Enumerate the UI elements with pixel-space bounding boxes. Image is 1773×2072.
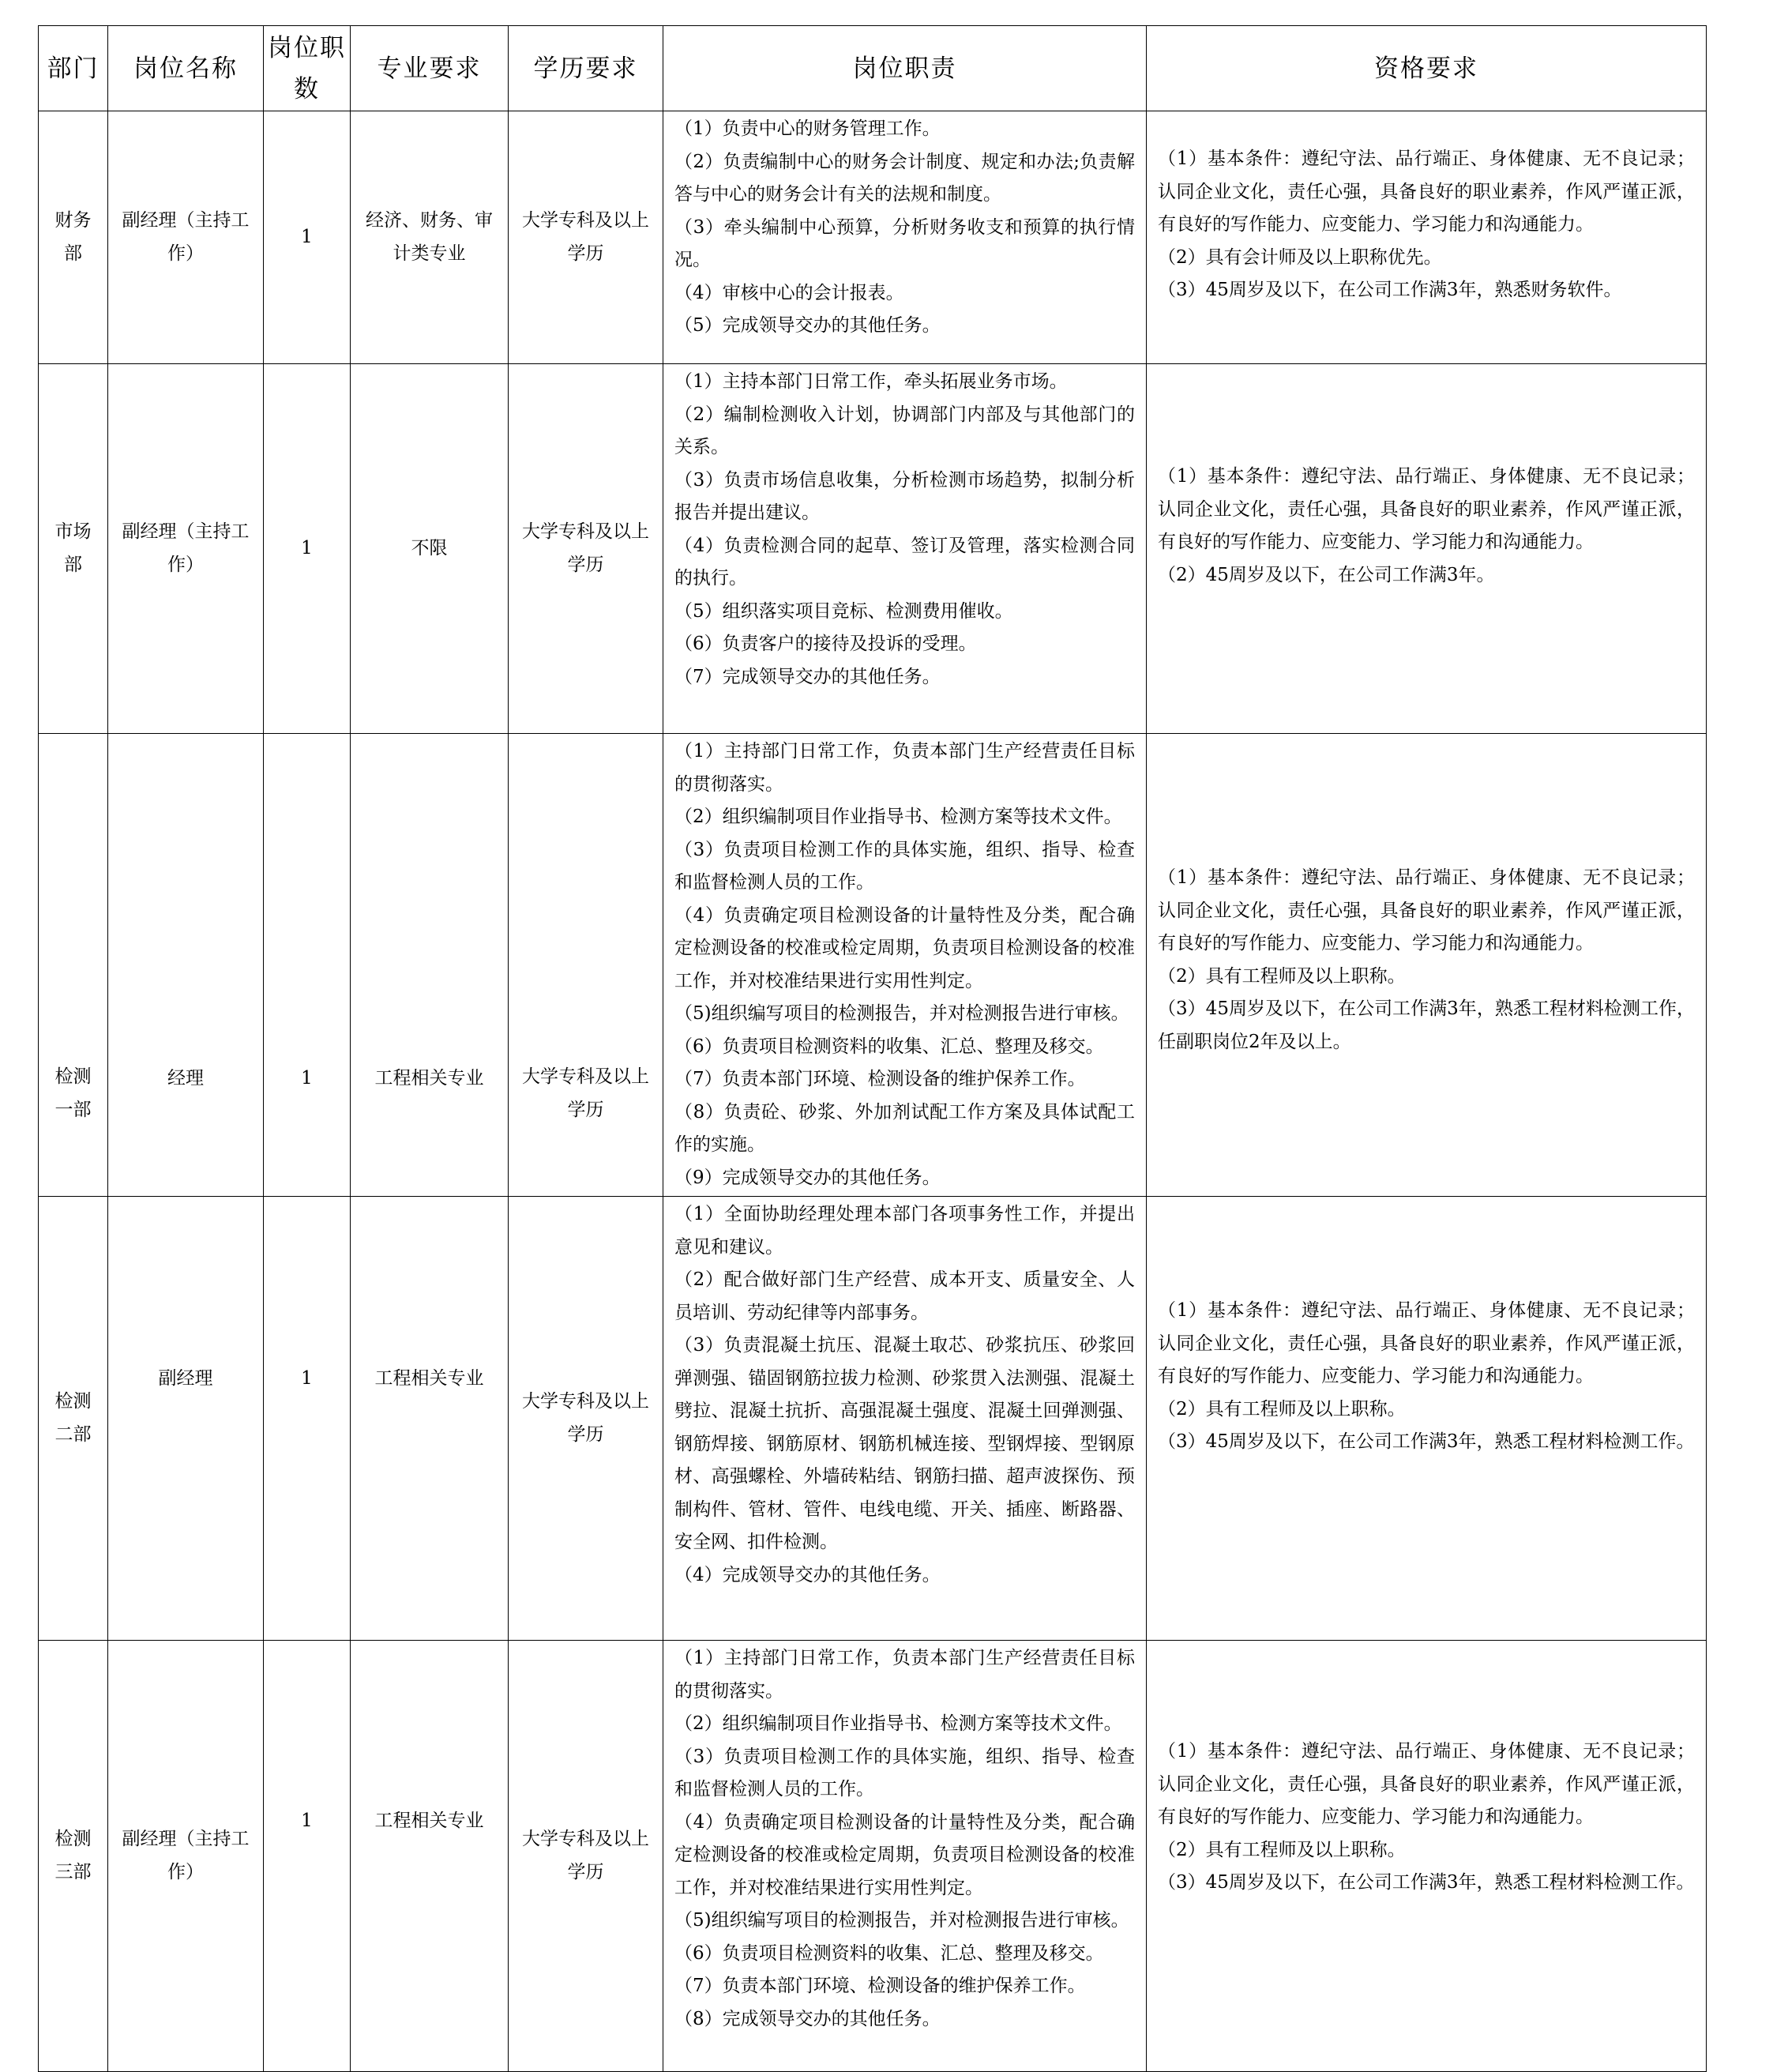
dept-cell: 财务部 xyxy=(39,111,108,364)
count-cell: 1 xyxy=(264,111,351,364)
duty-item: （4）审核中心的会计报表。 xyxy=(674,282,904,303)
duties-cell xyxy=(663,111,1147,364)
major-cell: 工程相关专业 xyxy=(351,1641,509,2072)
duty-item: （5)组织编写项目的检测报告，并对检测报告进行审核。 xyxy=(674,1003,1129,1024)
duty-item: （6）负责项目检测资料的收集、汇总、整理及移交。 xyxy=(674,1036,1104,1057)
duty-item: （5）组织落实项目竞标、检测费用催收。 xyxy=(674,600,1013,622)
education-cell: 大学专科及以上学历 xyxy=(509,364,663,734)
duty-item: （1）主持本部门日常工作，牵头拓展业务市场。 xyxy=(674,371,1068,392)
education-cell: 大学专科及以上学历 xyxy=(509,1641,663,2072)
qualification-item: （1）基本条件：遵纪守法、品行端正、身体健康、无不良记录；认同企业文化，责任心强，具备良好的职业素养，作风严谨正派，有良好的写作能力、应变能力、学习能力和沟通能力。 xyxy=(1158,1300,1695,1386)
qualification-item: （2）具有会计师及以上职称优先。 xyxy=(1158,246,1442,268)
table-row xyxy=(39,1197,1707,1641)
qualification-item: （3）45周岁及以下，在公司工作满3年，熟悉工程材料检测工作。 xyxy=(1158,1872,1695,1893)
position-cell: 副经理（主持工作） xyxy=(108,111,264,364)
count-cell: 1 xyxy=(264,1641,351,2072)
qualification-item: （1）基本条件：遵纪守法、品行端正、身体健康、无不良记录；认同企业文化，责任心强，具备良好的职业素养，作风严谨正派，有良好的写作能力、应变能力、学习能力和沟通能力。 xyxy=(1158,1741,1695,1827)
duty-item: （4）负责检测合同的起草、签订及管理，落实检测合同的执行。 xyxy=(674,535,1135,589)
duties-cell xyxy=(663,1197,1147,1641)
table-row xyxy=(39,364,1707,734)
job-posting-table xyxy=(38,25,1707,2072)
qualification-item: （3）45周岁及以下，在公司工作满3年，熟悉工程材料检测工作。 xyxy=(1158,1431,1695,1452)
qualification-item: （3）45周岁及以下，在公司工作满3年，熟悉财务软件。 xyxy=(1158,280,1622,300)
duties-cell xyxy=(663,734,1147,1197)
qualifications-cell xyxy=(1147,734,1707,1197)
qualification-item: （1）基本条件：遵纪守法、品行端正、身体健康、无不良记录；认同企业文化，责任心强，具备良好的职业素养，作风严谨正派，有良好的写作能力、应变能力、学习能力和沟通能力。 xyxy=(1158,867,1695,953)
header-cell: 学历要求 xyxy=(509,26,663,111)
duty-item: （3）牵头编制中心预算，分析财务收支和预算的执行情况。 xyxy=(674,216,1135,270)
duty-item: （1）负责中心的财务管理工作。 xyxy=(674,118,941,139)
duty-item: （7）完成领导交办的其他任务。 xyxy=(674,666,941,687)
qualification-item: （3）45周岁及以下，在公司工作满3年，熟悉工程材料检测工作，任副职岗位2年及以上。 xyxy=(1158,998,1695,1052)
header-cell: 专业要求 xyxy=(351,26,509,111)
count-cell: 1 xyxy=(264,734,351,1197)
duty-item: （5)组织编写项目的检测报告，并对检测报告进行审核。 xyxy=(674,1910,1129,1931)
duty-item: （1）主持部门日常工作，负责本部门生产经营责任目标的贯彻落实。 xyxy=(674,741,1135,795)
qualification-item: （2）具有工程师及以上职称。 xyxy=(1158,965,1406,987)
duty-item: （3）负责市场信息收集，分析检测市场趋势，拟制分析报告并提出建议。 xyxy=(674,469,1135,523)
table-row xyxy=(39,734,1707,1197)
header-cell: 岗位名称 xyxy=(108,26,264,111)
qualification-item: （2）45周岁及以下，在公司工作满3年。 xyxy=(1158,564,1495,585)
duty-item: （2）组织编制项目作业指导书、检测方案等技术文件。 xyxy=(674,1713,1122,1734)
position-cell: 副经理 xyxy=(108,1197,264,1641)
qualifications-cell xyxy=(1147,1197,1707,1641)
dept-cell: 检测一部 xyxy=(39,734,108,1197)
header-cell: 岗位职责 xyxy=(663,26,1147,111)
position-cell: 副经理（主持工作） xyxy=(108,1641,264,2072)
major-cell: 工程相关专业 xyxy=(351,734,509,1197)
duty-item: （4）负责确定项目检测设备的计量特性及分类，配合确定检测设备的校准或检定周期，负责项目检测设备的校准工作，并对校准结果进行实用性判定。 xyxy=(674,904,1135,991)
duty-item: （6）负责项目检测资料的收集、汇总、整理及移交。 xyxy=(674,1942,1104,1964)
duty-item: （1）主持部门日常工作，负责本部门生产经营责任目标的贯彻落实。 xyxy=(674,1648,1135,1702)
duties-cell xyxy=(663,364,1147,734)
duty-item: （2）配合做好部门生产经营、成本开支、质量安全、人员培训、劳动纪律等内部事务。 xyxy=(674,1269,1135,1323)
duty-item: （5）完成领导交办的其他任务。 xyxy=(674,315,941,336)
major-cell: 经济、财务、审计类专业 xyxy=(351,111,509,364)
dept-cell: 检测二部 xyxy=(39,1197,108,1641)
qualification-item: （1）基本条件：遵纪守法、品行端正、身体健康、无不良记录；认同企业文化，责任心强，具备良好的职业素养，作风严谨正派，有良好的写作能力、应变能力、学习能力和沟通能力。 xyxy=(1158,466,1695,552)
duty-item: （2）负责编制中心的财务会计制度、规定和办法;负责解答与中心的财务会计有关的法规和制度。 xyxy=(674,151,1135,205)
qualifications-cell xyxy=(1147,1641,1707,2072)
duty-item: （8）负责砼、砂浆、外加剂试配工作方案及具体试配工作的实施。 xyxy=(674,1101,1135,1155)
duty-item: （4）完成领导交办的其他任务。 xyxy=(674,1564,941,1585)
duty-item: （7）负责本部门环境、检测设备的维护保养工作。 xyxy=(674,1069,1086,1089)
header-cell: 资格要求 xyxy=(1147,26,1707,111)
header-cell: 部门 xyxy=(39,26,108,111)
qualification-item: （2）具有工程师及以上职称。 xyxy=(1158,1398,1406,1420)
duty-item: （8）完成领导交办的其他任务。 xyxy=(674,2008,941,2029)
count-cell: 1 xyxy=(264,364,351,734)
duty-item: （2）组织编制项目作业指导书、检测方案等技术文件。 xyxy=(674,807,1122,827)
duty-item: （3）负责项目检测工作的具体实施，组织、指导、检查和监督检测人员的工作。 xyxy=(674,1746,1135,1799)
dept-cell: 检测三部 xyxy=(39,1641,108,2072)
position-cell: 经理 xyxy=(108,734,264,1197)
qualifications-cell xyxy=(1147,111,1707,364)
duty-item: （3）负责项目检测工作的具体实施，组织、指导、检查和监督检测人员的工作。 xyxy=(674,839,1135,893)
count-cell: 1 xyxy=(264,1197,351,1641)
position-cell: 副经理（主持工作） xyxy=(108,364,264,734)
dept-cell: 市场部 xyxy=(39,364,108,734)
duty-item: （4）负责确定项目检测设备的计量特性及分类，配合确定检测设备的校准或检定周期，负责项目检测设备的校准工作，并对校准结果进行实用性判定。 xyxy=(674,1811,1135,1898)
header-row xyxy=(39,26,1707,111)
duty-item: （9）完成领导交办的其他任务。 xyxy=(674,1167,941,1188)
qualification-item: （1）基本条件：遵纪守法、品行端正、身体健康、无不良记录；认同企业文化，责任心强，具备良好的职业素养，作风严谨正派，有良好的写作能力、应变能力、学习能力和沟通能力。 xyxy=(1158,149,1695,235)
duty-item: （6）负责客户的接待及投诉的受理。 xyxy=(674,634,977,654)
header-cell: 岗位职数 xyxy=(264,26,351,111)
qualification-item: （2）具有工程师及以上职称。 xyxy=(1158,1839,1406,1860)
education-cell: 大学专科及以上学历 xyxy=(509,111,663,364)
education-cell: 大学专科及以上学历 xyxy=(509,734,663,1197)
table-row xyxy=(39,111,1707,364)
duty-item: （2）编制检测收入计划，协调部门内部及与其他部门的关系。 xyxy=(674,404,1135,457)
major-cell: 工程相关专业 xyxy=(351,1197,509,1641)
duty-item: （1）全面协助经理处理本部门各项事务性工作，并提出意见和建议。 xyxy=(674,1204,1135,1258)
duty-item: （3）负责混凝土抗压、混凝土取芯、砂浆抗压、砂浆回弹测强、锚固钢筋拉拔力检测、砂浆贯入法测强、混凝土劈拉、混凝土抗折、高强混凝土强度、混凝土回弹测强、钢筋焊接、钢筋原材、钢筋机械连接、型钢焊接、型钢原材、高强螺栓、外墙砖粘结、钢筋扫描、超声波探伤、预制构件、管材、管件、电线电缆、开关、插座、断路器、安全网、扣件检测。 xyxy=(674,1335,1135,1552)
education-cell: 大学专科及以上学历 xyxy=(509,1197,663,1641)
duty-item: （7）负责本部门环境、检测设备的维护保养工作。 xyxy=(674,1976,1086,1996)
qualifications-cell xyxy=(1147,364,1707,734)
major-cell: 不限 xyxy=(351,364,509,734)
duties-cell xyxy=(663,1641,1147,2072)
table-row xyxy=(39,1641,1707,2072)
